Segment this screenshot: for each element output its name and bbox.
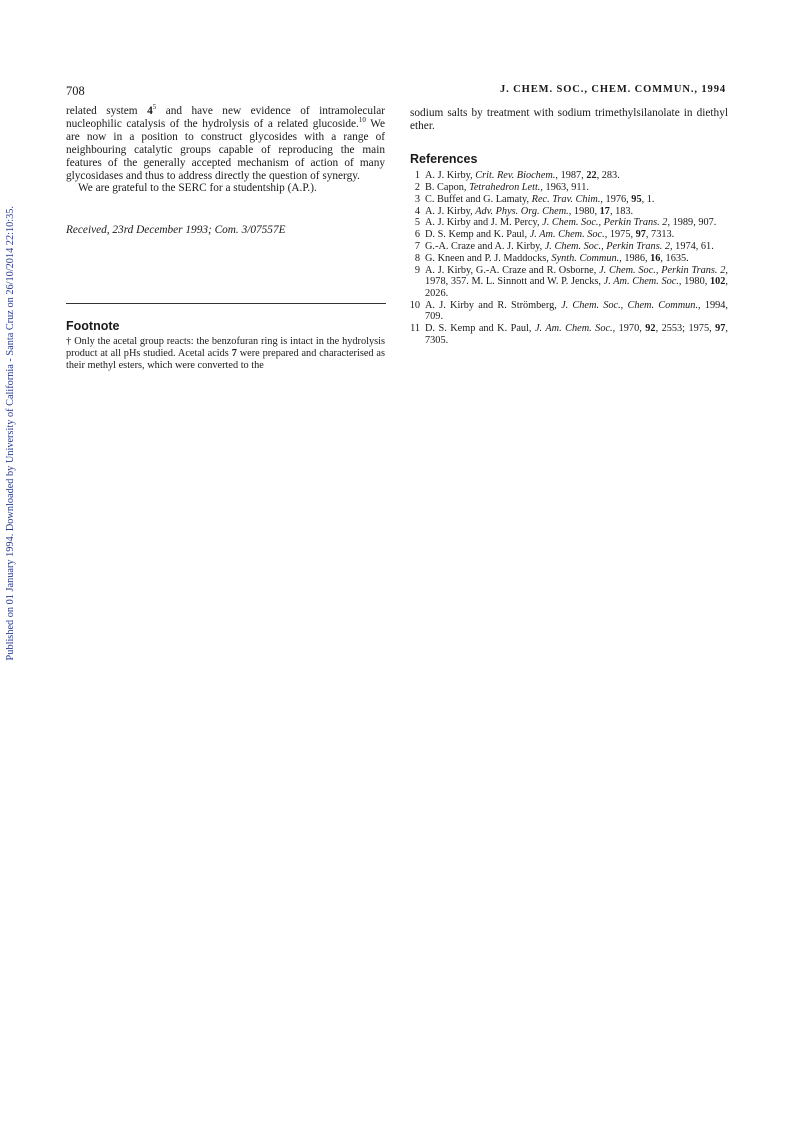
reference-volume: 102 [709, 276, 726, 288]
reference-journal: Synth. Commun. [551, 253, 620, 265]
reference-authors: A. J. Kirby, [425, 205, 476, 217]
reference-item [410, 241, 728, 252]
citation-superscript: 10 [358, 116, 366, 125]
reference-authors: A. J. Kirby and R. Strömberg, [425, 299, 562, 311]
reference-year: , 1970, [612, 323, 646, 335]
reference-number: 3 [414, 193, 420, 205]
reference-number: 6 [414, 229, 420, 241]
reference-journal: J. Chem. Soc., Perkin Trans. 2 [544, 241, 671, 253]
reference-number: 8 [414, 253, 420, 265]
reference-authors: D. S. Kemp and K. Paul, [425, 323, 535, 335]
reference-number: 10 [409, 299, 420, 311]
page-number: 708 [66, 84, 85, 98]
text-run: were prepared and characterised as their methyl esters, which were converted to the [66, 347, 385, 371]
reference-volume: 17 [599, 205, 610, 217]
text-run: related system [66, 105, 148, 117]
reference-item [410, 323, 728, 346]
reference-year: , 1976, [600, 193, 632, 205]
download-watermark [2, 186, 18, 680]
reference-volume: 22 [586, 169, 597, 181]
right-column [410, 107, 728, 346]
reference-authors: C. Buffet and G. Lamaty, [425, 193, 532, 205]
reference-year: , 1974, 61. [670, 241, 714, 253]
reference-item [410, 182, 728, 193]
reference-year: , 1978, 357. M. L. Sinnott and W. P. Jencks, [425, 265, 728, 288]
reference-authors: A. J. Kirby, G.-A. Craze and R. Osborne, [425, 265, 600, 277]
reference-volume: 97 [635, 229, 646, 241]
reference-year: , 1963, 911. [540, 181, 589, 193]
reference-pages: , 7305. [425, 323, 728, 346]
footnote-text [66, 336, 385, 371]
reference-item [410, 170, 728, 181]
reference-year: , 1994, 709. [425, 299, 728, 323]
reference-item [410, 265, 728, 299]
reference-number: 5 [414, 217, 420, 229]
reference-year: , 1980, [568, 205, 600, 217]
citation-superscript: 5 [152, 103, 157, 112]
reference-item [410, 300, 728, 323]
reference-journal: Rec. Trav. Chim. [531, 193, 601, 205]
reference-pages: , 183. [609, 205, 634, 217]
reference-pages: , 1635. [660, 253, 689, 265]
reference-journal: Adv. Phys. Org. Chem. [475, 205, 569, 217]
reference-authors: A. J. Kirby, [425, 169, 476, 181]
text-run: † Only the acetal group reacts: the benzofuran ring is intact in the hydrolysis product at all pHs studied. Acetal acids [66, 336, 385, 359]
reference-journal: Crit. Rev. Biochem. [475, 169, 556, 181]
continuation-paragraph: sodium salts by treatment with sodium trimethylsilanolate in diethyl ether. [410, 107, 728, 132]
body-paragraph-1 [66, 105, 385, 182]
reference-year: , 1980, [678, 276, 710, 288]
reference-item [410, 194, 728, 205]
reference-item [410, 217, 728, 228]
reference-year: , 1986, [619, 253, 651, 265]
reference-authors: D. S. Kemp and K. Paul, [425, 229, 530, 241]
reference-journal: J. Am. Chem. Soc. [529, 229, 605, 241]
text-run: We are now in a position to construct glycosides with a range of neighbouring catalytic groups capable of reproducing the main features of the generally accepted mechanism of action of many glycosidases and thus to address directly the question of synergy. [66, 117, 385, 182]
reference-item [410, 206, 728, 217]
reference-pages: , 1. [641, 193, 655, 205]
received-date: Received, 23rd December 1993; Com. 3/07557E [66, 224, 286, 237]
reference-pages: , 2553; 1975, [655, 323, 716, 335]
compound-number: 7 [231, 347, 237, 359]
reference-volume: 16 [650, 253, 661, 265]
references-heading: References [410, 151, 478, 166]
reference-volume: 95 [631, 193, 642, 205]
download-watermark-text: Published on 01 January 1994. Downloaded by University of California - Santa Cruz on 26/10/2014 22:10:35. [4, 205, 16, 661]
reference-pages: , 283. [596, 169, 620, 181]
footnote-heading: Footnote [66, 319, 120, 333]
reference-number: 7 [414, 241, 420, 253]
reference-journal: J. Am. Chem. Soc. [603, 276, 679, 288]
references-list [410, 170, 728, 346]
reference-journal: J. Chem. Soc., Chem. Commun. [561, 299, 699, 311]
reference-pages: , 7313. [645, 229, 675, 241]
reference-number: 2 [414, 181, 420, 193]
reference-number: 11 [410, 323, 420, 335]
footnote-divider [66, 303, 386, 304]
reference-number: 4 [414, 205, 420, 217]
reference-pages: , 2026. [425, 276, 728, 299]
reference-number: 9 [414, 265, 420, 277]
reference-year: , 1975, [604, 229, 636, 241]
reference-journal: J. Chem. Soc., Perkin Trans. 2 [542, 217, 668, 229]
reference-authors: G.-A. Craze and A. J. Kirby, [425, 241, 545, 253]
text-run: and have new evidence of intramolecular nucleophilic catalysis of the hydrolysis of a related glucoside. [66, 105, 385, 130]
reference-volume: 97 [715, 323, 726, 335]
reference-item [410, 229, 728, 240]
reference-journal: Tetrahedron Lett. [469, 181, 541, 193]
reference-journal: J. Chem. Soc., Perkin Trans. 2 [599, 265, 726, 277]
reference-authors: G. Kneen and P. J. Maddocks, [425, 253, 552, 265]
compound-number: 4 [147, 105, 153, 117]
reference-journal: J. Am. Chem. Soc. [534, 323, 613, 335]
reference-year: , 1989, 907. [667, 217, 717, 229]
reference-authors: A. J. Kirby and J. M. Percy, [425, 217, 543, 229]
acknowledgement-paragraph: We are grateful to the SERC for a studentship (A.P.). [78, 182, 317, 195]
left-column [66, 105, 385, 237]
running-head: J. CHEM. SOC., CHEM. COMMUN., 1994 [499, 84, 726, 95]
reference-number: 1 [414, 169, 420, 181]
reference-item [410, 253, 728, 264]
reference-volume: 92 [645, 323, 656, 335]
reference-authors: B. Capon, [425, 181, 470, 193]
reference-year: , 1987, [555, 169, 587, 181]
